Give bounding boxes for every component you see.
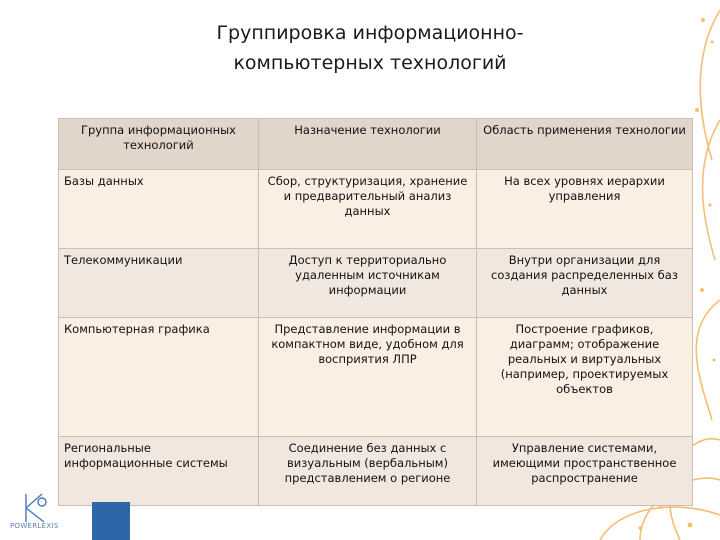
column-header-group: Группа информационных технологий	[59, 119, 259, 170]
page-title	[150, 18, 590, 78]
table-row	[59, 318, 693, 437]
table-header-row	[59, 119, 693, 170]
column-header-purpose: Назначение технологии	[259, 119, 477, 170]
table-cell: Базы данных	[59, 170, 259, 249]
table-cell: Региональные информационные системы	[59, 437, 259, 506]
technology-grouping-table	[58, 118, 693, 506]
page-title-line2: компьютерных технологий	[233, 52, 507, 74]
column-header-application: Область применения технологии	[477, 119, 693, 170]
page-title-line1: Группировка информационно-	[216, 22, 524, 44]
table-cell: Доступ к территориально удаленным источникам информации	[259, 249, 477, 318]
table-cell: Компьютерная графика	[59, 318, 259, 437]
table-cell: Сбор, структуризация, хранение и предварительный анализ данных	[259, 170, 477, 249]
table-cell: Построение графиков, диаграмм; отображение реальных и виртуальных (например, проектируемых объектов	[477, 318, 693, 437]
table-row	[59, 170, 693, 249]
table-cell: Управление системами, имеющими пространственное распространение	[477, 437, 693, 506]
table-cell: Представление информации в компактном виде, удобном для восприятия ЛПР	[259, 318, 477, 437]
table-row	[59, 249, 693, 318]
table-cell: Телекоммуникации	[59, 249, 259, 318]
logo-blue-square	[92, 502, 130, 540]
table-cell: Внутри организации для создания распределенных баз данных	[477, 249, 693, 318]
table-row	[59, 437, 693, 506]
logo-text: POWERLEXIS	[10, 522, 59, 530]
table-cell: Соединение без данных с визуальным (вербальным) представлением о регионе	[259, 437, 477, 506]
table-cell: На всех уровнях иерархии управления	[477, 170, 693, 249]
